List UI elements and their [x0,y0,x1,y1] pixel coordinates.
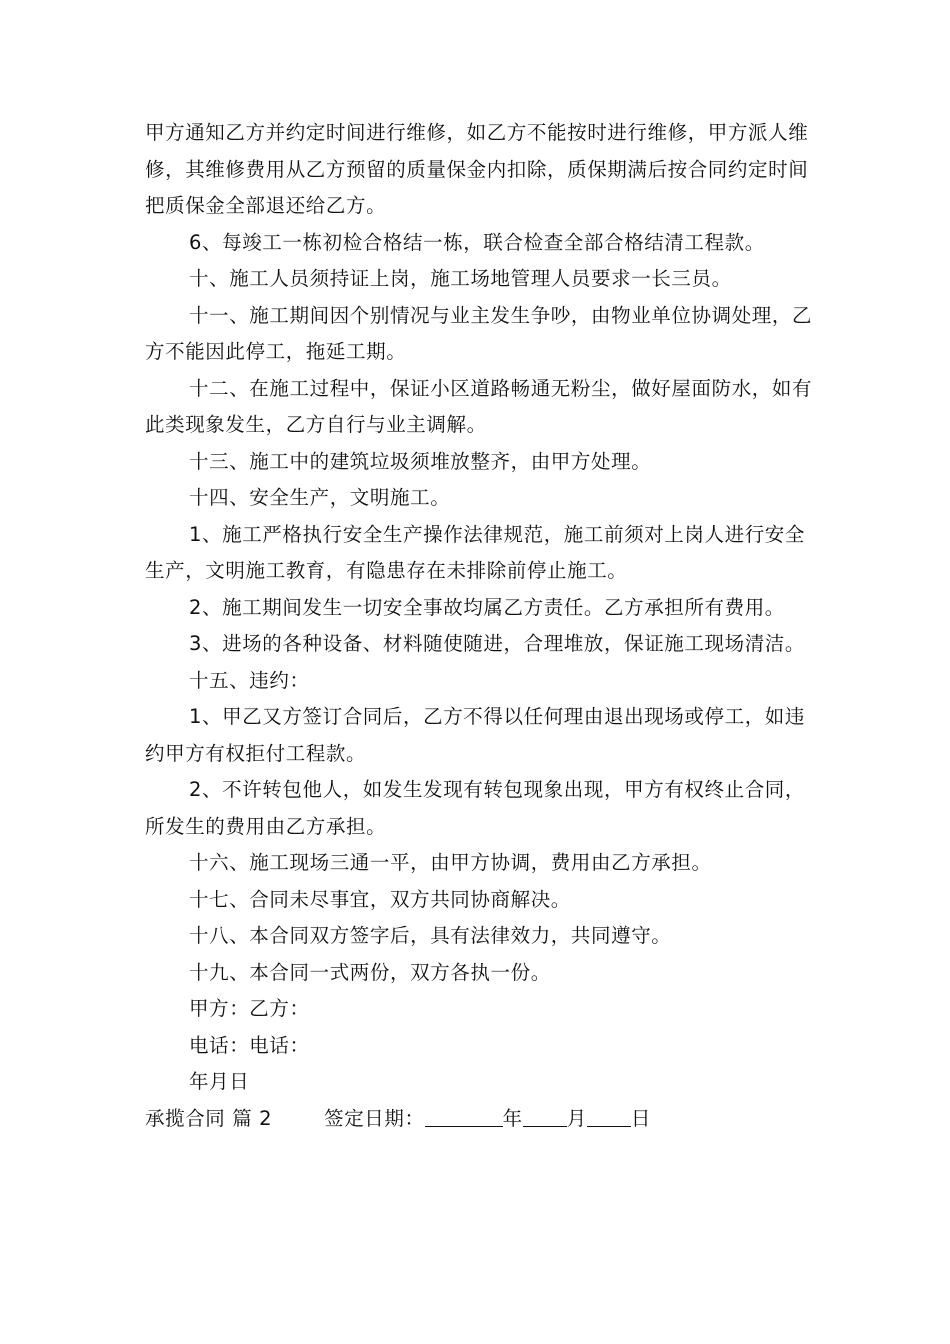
paragraph: 3、进场的各种设备、材料随使随进，合理堆放，保证施工现场清洁。 [189,632,806,655]
paragraph: 2、施工期间发生一切安全事故均属乙方责任。乙方承担所有费用。 [189,595,785,619]
paragraph: 十八、本合同双方签字后，具有法律效力，共同遵守。 [189,924,672,947]
paragraph: 电话：电话： [189,1033,310,1057]
day-label: 日 [630,1106,651,1130]
paragraph: 6、每竣工一栋初检合格结一栋，联合检查全部合格结清工程款。 [189,230,765,254]
document-body [145,115,815,1137]
paragraph: 1、甲乙又方签订合同后，乙方不得以任何理由退出现场或停工，如违约甲方有权拒付工程款。 [145,705,806,765]
day-blank [587,1104,631,1127]
paragraph: 2、不许转包他人，如发生发现有转包现象出现，甲方有权终止合同，所发生的费用由乙方承担。 [145,778,806,838]
paragraph: 年月日 [189,1070,250,1093]
paragraph: 十、施工人员须持证上岗，施工场地管理人员要求一长三员。 [189,267,732,290]
paragraph-list [145,115,815,1101]
sign-date-label: 签定日期： [324,1106,425,1130]
month-label: 月 [566,1106,587,1130]
paragraph: 十三、施工中的建筑垃圾须堆放整齐，由甲方处理。 [189,449,652,473]
paragraph: 十七、合同未尽事宜，双方共同协商解决。 [189,887,571,911]
contract-title: 承揽合同 篇 2 [145,1106,273,1130]
paragraph: 十二、在施工过程中，保证小区道路畅通无粉尘，做好屋面防水，如有此类现象发生，乙方自行与业主调解。 [145,376,813,436]
month-blank [523,1104,567,1127]
paragraph: 十四、安全生产，文明施工。 [189,486,451,509]
paragraph: 十六、施工现场三通一平，由甲方协调，费用由乙方承担。 [189,851,712,874]
paragraph: 甲方：乙方： [189,997,310,1020]
paragraph: 十九、本合同一式两份，双方各执一份。 [189,960,551,984]
sign-date-line [145,1101,815,1138]
paragraph: 甲方通知乙方并约定时间进行维修，如乙方不能按时进行维修，甲方派人维修，其维修费用从乙方预留的质量保金内扣除，质保期满后按合同约定时间把质保金全部退还给乙方。 [145,121,809,217]
paragraph: 1、施工严格执行安全生产操作法律规范，施工前须对上岗人进行安全生产，文明施工教育，有隐患存在未排除前停止施工。 [145,522,806,582]
paragraph: 十五、违约： [189,668,310,692]
year-blank [425,1104,503,1127]
paragraph: 十一、施工期间因个别情况与业主发生争吵，由物业单位协调处理，乙方不能因此停工，拖延工期。 [145,303,813,363]
year-label: 年 [502,1106,523,1130]
